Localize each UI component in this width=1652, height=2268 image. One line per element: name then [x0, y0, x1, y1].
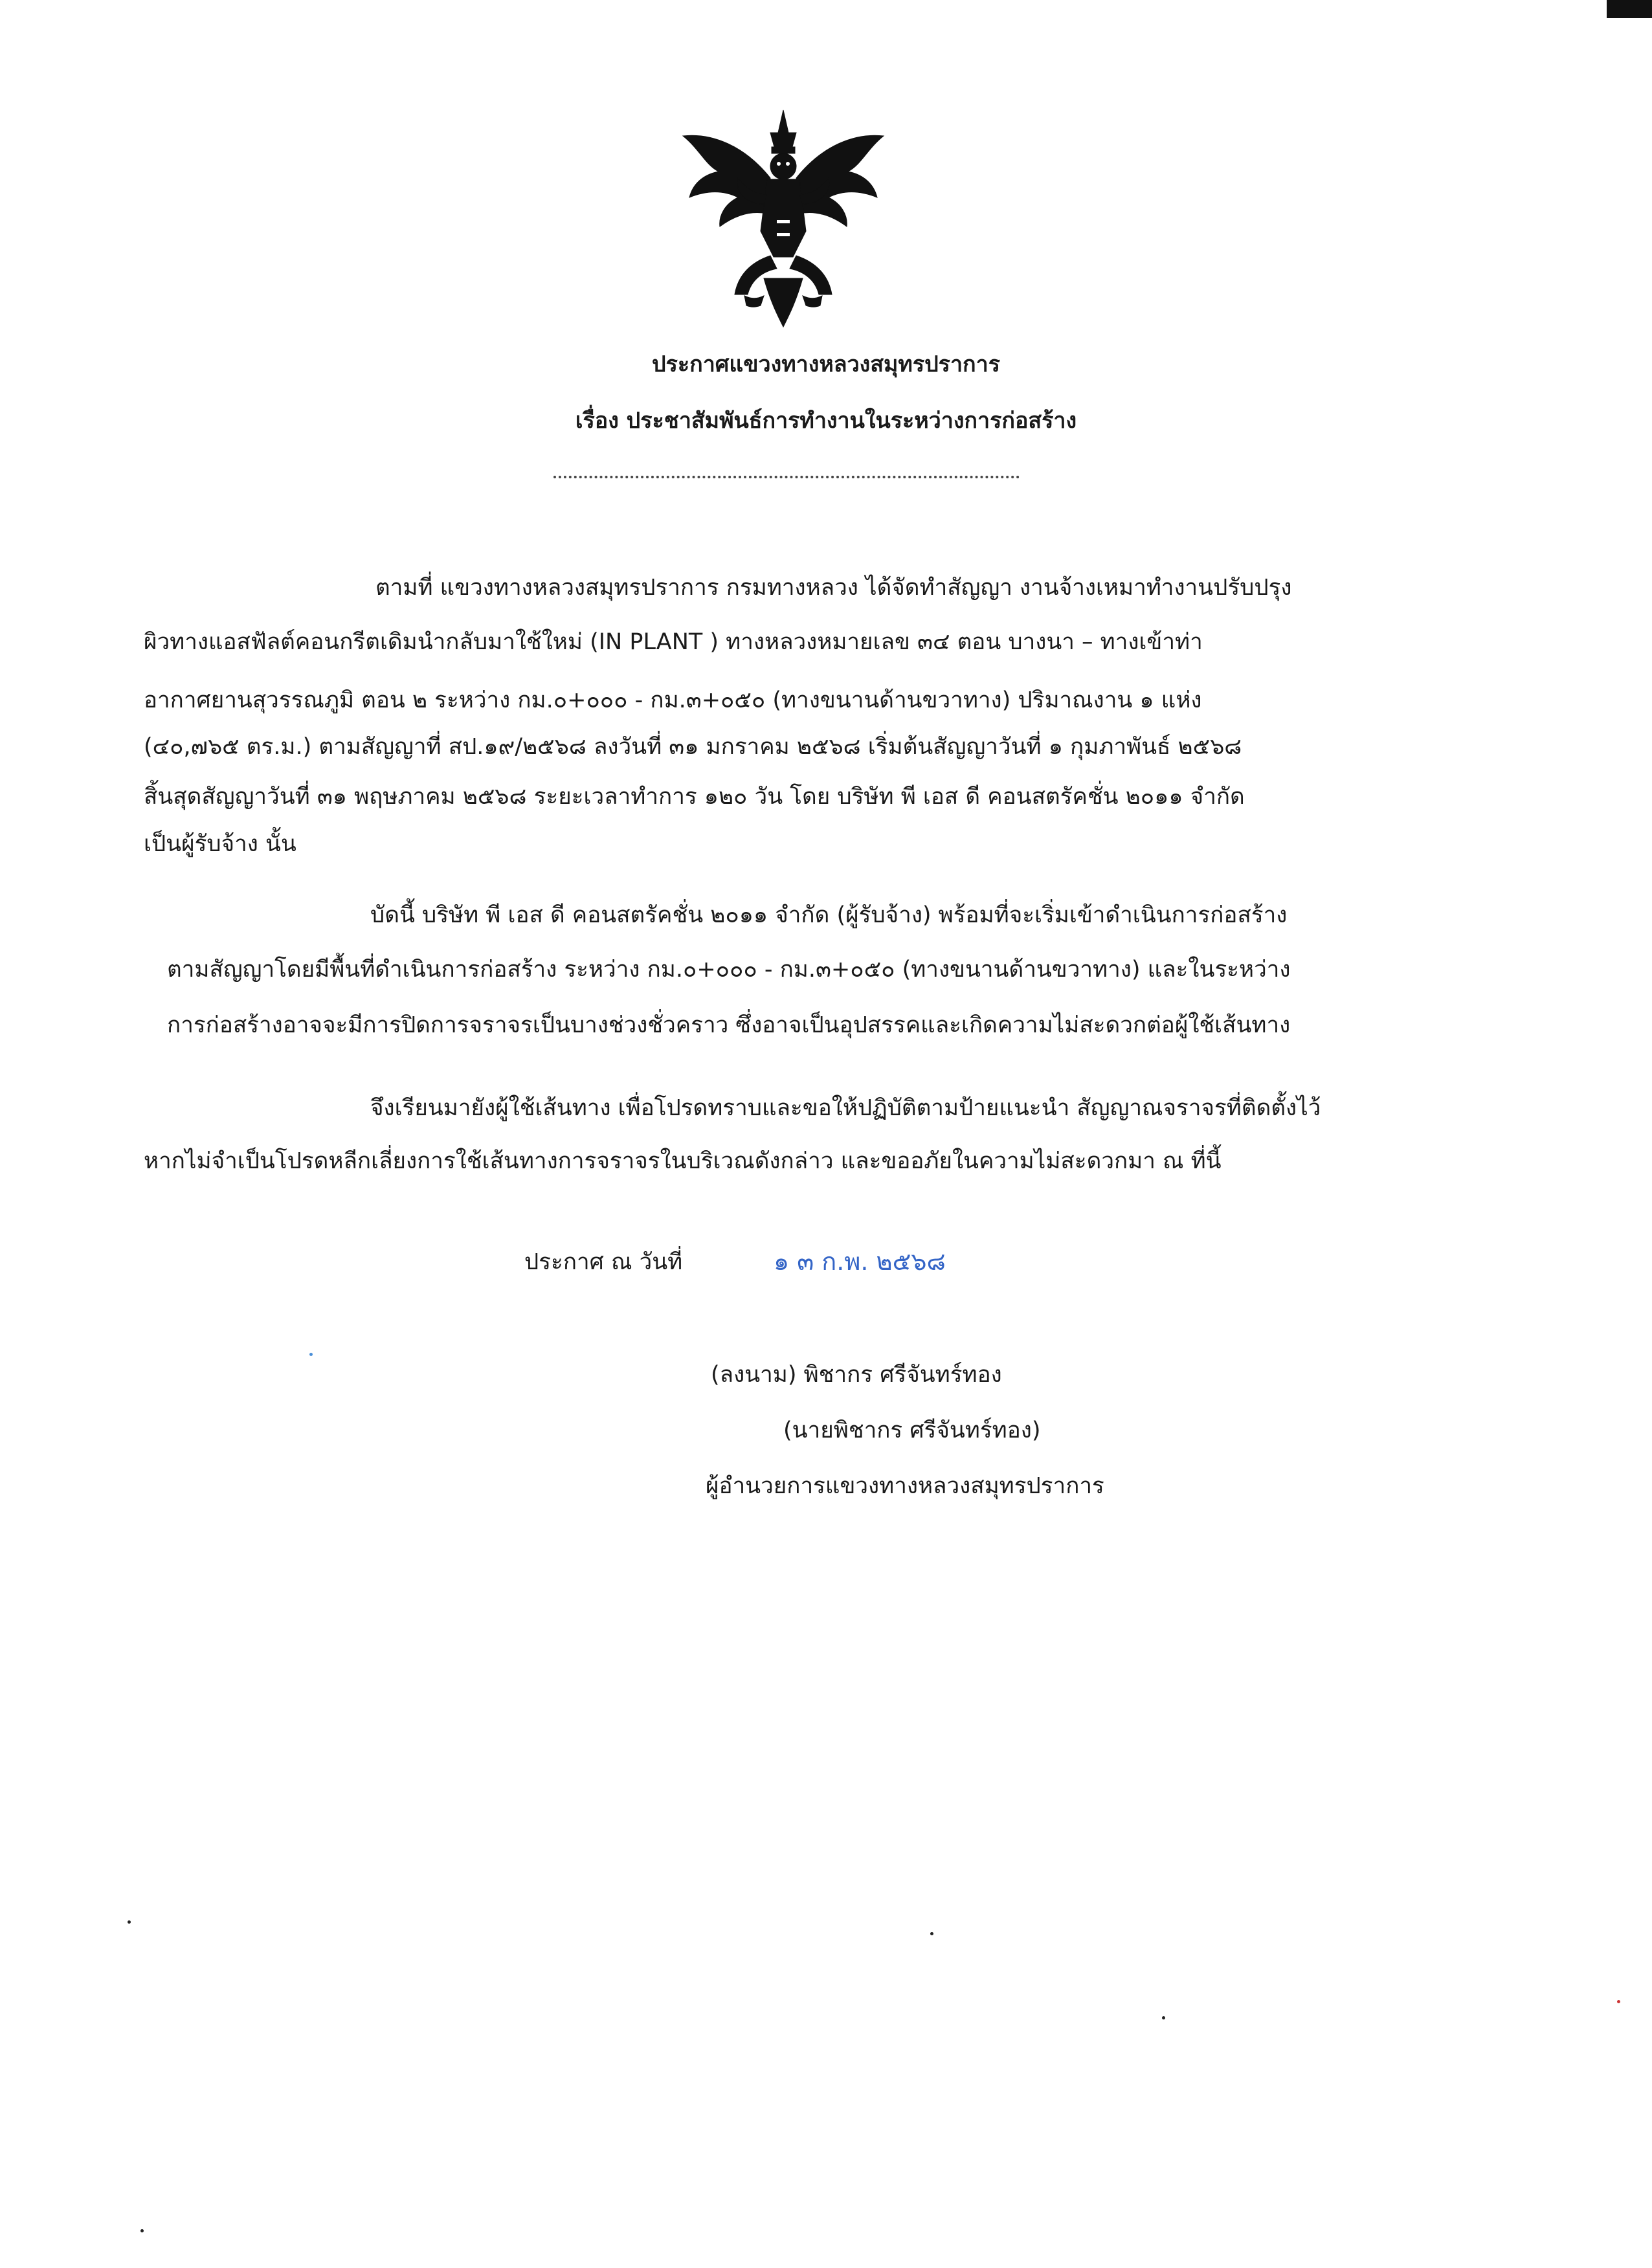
- garuda-emblem-icon: [673, 107, 893, 330]
- scan-speck: [309, 1353, 313, 1356]
- scan-corner-mark: [1607, 0, 1652, 18]
- scan-speck: [140, 2229, 144, 2232]
- scan-speck: [1162, 2016, 1165, 2019]
- body-line: ตามที่ แขวงทางหลวงสมุทรปราการ กรมทางหลวง ได้จัดทำสัญญา งานจ้างเหมาทำงานปรับปรุง: [375, 575, 1292, 601]
- body-line: ผิวทางแอสฟัลต์คอนกรีตเดิมนำกลับมาใช้ใหม่ (IN PLANT ) ทางหลวงหมายเลข ๓๔ ตอน บางนา – ทางเข้าท่า: [144, 629, 1203, 655]
- body-line: ตามสัญญาโดยมีพื้นที่ดำเนินการก่อสร้าง ระหว่าง กม.๐+๐๐๐ - กม.๓+๐๕๐ (ทางขนานด้านขวาทาง) และในระหว่าง: [167, 957, 1291, 983]
- page-title: ประกาศแขวงทางหลวงสมุทรปราการ: [652, 351, 1000, 377]
- printed-name: (นายพิชากร ศรีจันทร์ทอง): [783, 1418, 1041, 1443]
- scan-speck: [128, 1920, 131, 1924]
- page-subject: เรื่อง ประชาสัมพันธ์การทำงานในระหว่างการก่อสร้าง: [575, 408, 1077, 434]
- signer-position: ผู้อำนวยการแขวงทางหลวงสมุทรปราการ: [706, 1473, 1104, 1499]
- body-line: สิ้นสุดสัญญาวันที่ ๓๑ พฤษภาคม ๒๕๖๘ ระยะเวลาทำการ ๑๒๐ วัน โดย บริษัท พี เอส ดี คอนสตรัคชั่น ๒๐๑๑ จำกัด: [144, 784, 1245, 810]
- scan-speck: [930, 1932, 933, 1935]
- scan-speck: [1617, 2000, 1620, 2003]
- body-line: จึงเรียนมายังผู้ใช้เส้นทาง เพื่อโปรดทราบและขอให้ปฏิบัติตามป้ายแนะนำ สัญญาณจราจรที่ติดตั้งไว้: [370, 1095, 1321, 1121]
- body-line: อากาศยานสุวรรณภูมิ ตอน ๒ ระหว่าง กม.๐+๐๐๐ - กม.๓+๐๕๐ (ทางขนานด้านขวาทาง) ปริมาณงาน ๑ แห่ง: [144, 687, 1202, 713]
- body-line: เป็นผู้รับจ้าง นั้น: [144, 831, 296, 857]
- body-line: บัดนี้ บริษัท พี เอส ดี คอนสตรัคชั่น ๒๐๑๑ จำกัด (ผู้รับจ้าง) พร้อมที่จะเริ่มเข้าดำเนินการก่อสร้าง: [370, 902, 1288, 928]
- body-line: (๔๐,๗๖๕ ตร.ม.) ตามสัญญาที่ สป.๑๙/๒๕๖๘ ลงวันที่ ๓๑ มกราคม ๒๕๖๘ เริ่มต้นสัญญาวันที่ ๑ กุมภาพันธ์ ๒๕๖๘: [144, 734, 1242, 760]
- title-divider: [553, 476, 1020, 478]
- body-line: หากไม่จำเป็นโปรดหลีกเลี่ยงการใช้เส้นทางการจราจรในบริเวณดังกล่าว และขออภัยในความไม่สะดวกมา ณ ที่นี้: [144, 1148, 1222, 1174]
- signed-name: (ลงนาม) พิชากร ศรีจันทร์ทอง: [711, 1362, 1002, 1388]
- handwritten-date: ๑ ๓ ก.พ. ๒๕๖๘: [774, 1247, 946, 1276]
- body-line: การก่อสร้างอาจจะมีการปิดการจราจรเป็นบางช่วงชั่วคราว ซึ่งอาจเป็นอุปสรรคและเกิดความไม่สะดวกต่อผู้ใช้เส้นทาง: [167, 1012, 1291, 1038]
- announce-label: ประกาศ ณ วันที่: [524, 1249, 683, 1275]
